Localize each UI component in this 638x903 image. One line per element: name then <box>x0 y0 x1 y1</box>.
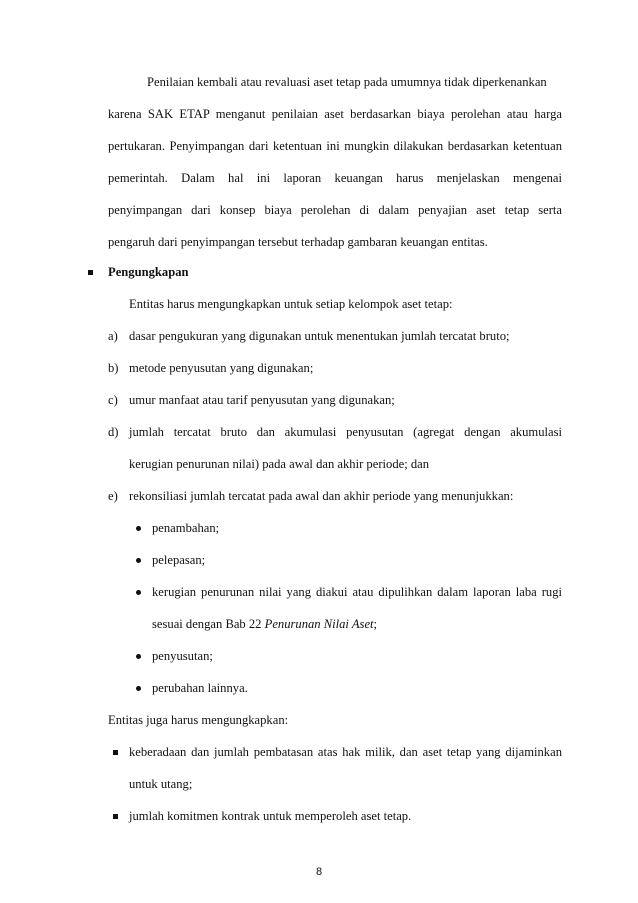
paragraph-line: pengaruh dari penyimpangan tersebut terhadap gambaran keuangan entitas. <box>108 235 488 249</box>
round-bullet-icon <box>136 654 141 659</box>
round-bullet-icon <box>136 686 141 691</box>
list-marker: e) <box>108 489 118 503</box>
square-bullet-icon <box>113 750 118 755</box>
round-bullet-icon <box>136 558 141 563</box>
page-number: 8 <box>315 866 323 878</box>
paragraph-line: pertukaran. Penyimpangan dari ketentuan ini mungkin dilakukan berdasarkan ketentuan <box>108 139 562 153</box>
list-item: keberadaan dan jumlah pembatasan atas hak milik, dan aset tetap yang dijaminkan <box>129 745 562 759</box>
list-item-continuation: kerugian penurunan nilai) pada awal dan akhir periode; dan <box>129 457 430 471</box>
list-item: jumlah tercatat bruto dan akumulasi penyusutan (agregat dengan akumulasi <box>129 425 562 439</box>
paragraph-line: Entitas juga harus mengungkapkan: <box>108 713 289 727</box>
round-bullet-icon <box>136 526 141 531</box>
paragraph-line: Penilaian kembali atau revaluasi aset tetap pada umumnya tidak diperkenankan <box>147 75 547 89</box>
list-marker: b) <box>108 361 119 375</box>
paragraph-line: karena SAK ETAP menganut penilaian aset berdasarkan biaya perolehan atau harga <box>108 107 562 121</box>
sublist-text: sesuai dengan Bab 22 <box>152 617 265 631</box>
list-marker: c) <box>108 393 118 407</box>
section-intro: Entitas harus mengungkapkan untuk setiap kelompok aset tetap: <box>129 297 453 311</box>
paragraph-line: pemerintah. Dalam hal ini laporan keuangan harus menjelaskan mengenai <box>108 171 562 185</box>
sublist-item: pelepasan; <box>152 553 206 567</box>
list-item: jumlah komitmen kontrak untuk memperoleh aset tetap. <box>129 809 412 823</box>
list-item: umur manfaat atau tarif penyusutan yang digunakan; <box>129 393 395 407</box>
sublist-item-continuation <box>152 616 377 632</box>
sublist-item: penambahan; <box>152 521 220 535</box>
list-item-continuation: untuk utang; <box>129 777 193 791</box>
list-marker: d) <box>108 425 119 439</box>
chapter-title: Penurunan Nilai Aset <box>264 617 374 631</box>
list-item: metode penyusutan yang digunakan; <box>129 361 314 375</box>
list-marker: a) <box>108 329 118 343</box>
paragraph-line: penyimpangan dari konsep biaya perolehan di dalam penyajian aset tetap serta <box>108 203 562 217</box>
square-bullet-icon <box>88 270 93 275</box>
sublist-text: ; <box>373 617 378 631</box>
list-item: dasar pengukuran yang digunakan untuk menentukan jumlah tercatat bruto; <box>129 329 510 343</box>
sublist-item: penyusutan; <box>152 649 213 663</box>
square-bullet-icon <box>113 814 118 819</box>
sublist-item: perubahan lainnya. <box>152 681 248 695</box>
list-item: rekonsiliasi jumlah tercatat pada awal dan akhir periode yang menunjukkan: <box>129 489 514 503</box>
round-bullet-icon <box>136 590 141 595</box>
sublist-item: kerugian penurunan nilai yang diakui atau dipulihkan dalam laporan laba rugi <box>152 585 562 599</box>
section-heading: Pengungkapan <box>108 265 189 279</box>
